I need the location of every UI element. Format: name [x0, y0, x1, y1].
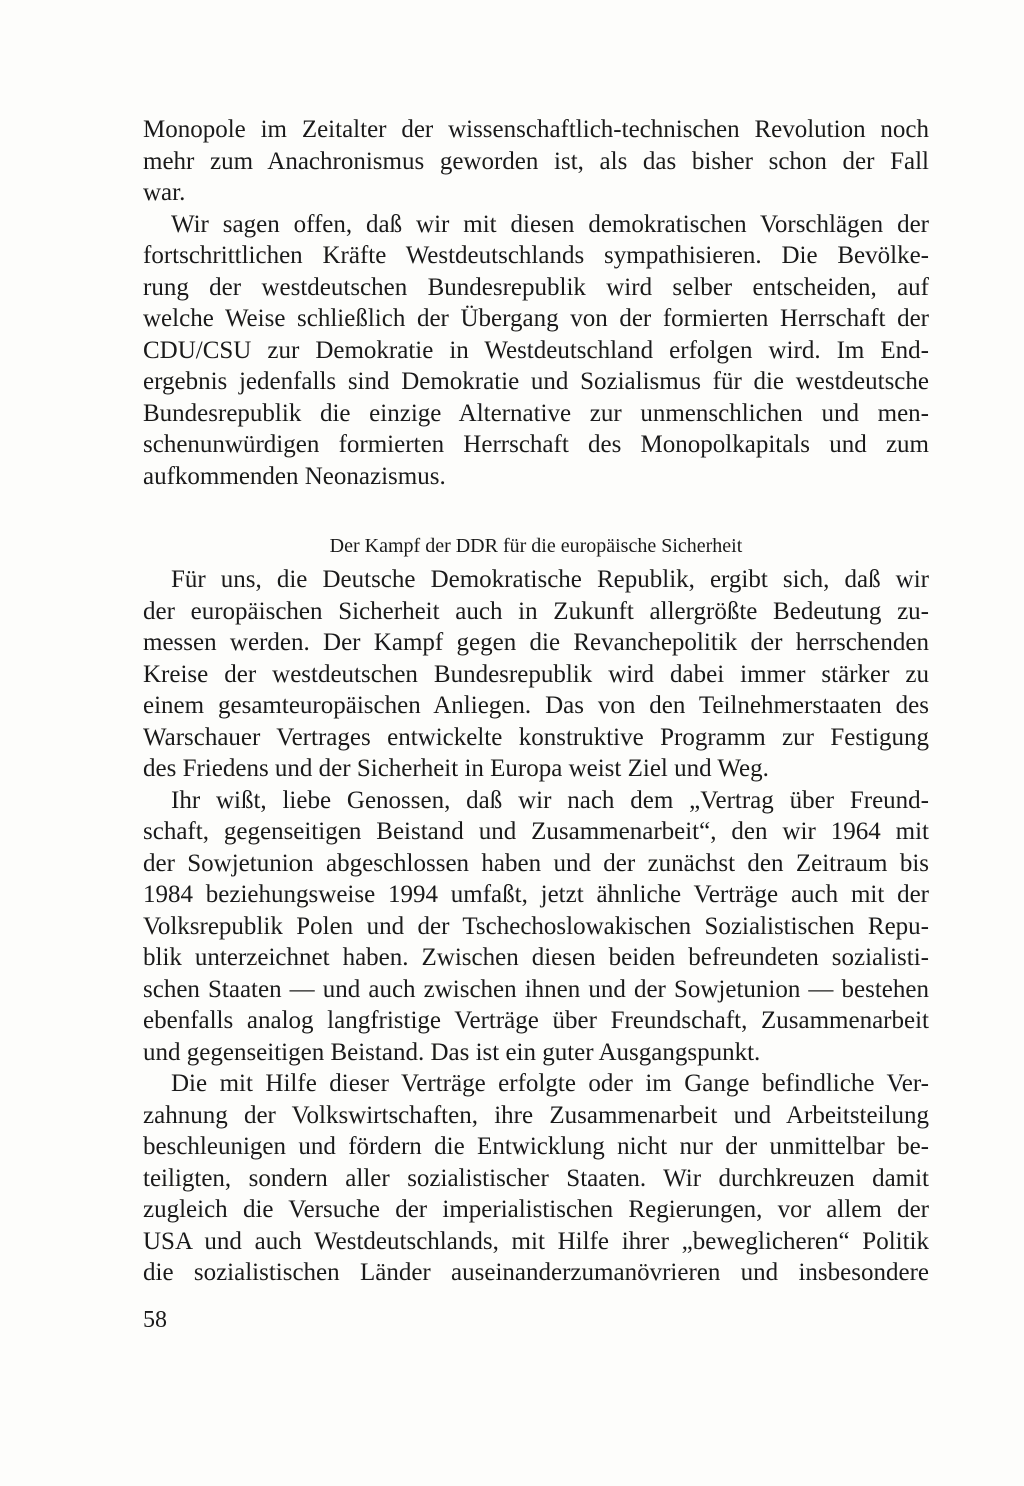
text-line: des Friedens und der Sicherheit in Europa weist Ziel und Weg.	[143, 755, 769, 782]
text-line: der europäischen Sicherheit auch in Zukunft allergrößte Bedeutung zu-	[143, 597, 929, 625]
text-line: war.	[143, 179, 186, 206]
text-line: blik unterzeichnet haben. Zwischen diesen beiden befreundeten sozialisti-	[143, 944, 929, 971]
text-line: Ihr wißt, liebe Genossen, daß wir nach dem „Vertrag über Freund-	[171, 786, 929, 814]
text-line: schaft, gegenseitigen Beistand und Zusammenarbeit“, den wir 1964 mit	[143, 818, 929, 845]
text-line: die sozialistischen Länder auseinanderzumanövrieren und insbesondere	[143, 1259, 929, 1286]
page-number: 58	[143, 1307, 167, 1333]
text-line: Volksrepublik Polen und der Tschechoslowakischen Sozialistischen Repu-	[143, 912, 929, 940]
text-line: Warschauer Vertrages entwickelte konstruktive Programm zur Festigung	[143, 723, 929, 751]
text-line: Die mit Hilfe dieser Verträge erfolgte oder im Gange befindliche Ver-	[171, 1070, 929, 1097]
text-line: schenunwürdigen formierten Herrschaft des Monopolkapitals und zum	[143, 431, 929, 458]
text-line: ergebnis jedenfalls sind Demokratie und Sozialismus für die westdeutsche	[143, 368, 929, 395]
text-line: CDU/CSU zur Demokratie in Westdeutschland erfolgen wird. Im End-	[143, 336, 929, 364]
text-line: fortschrittlichen Kräfte Westdeutschlands sympathisieren. Die Bevölke-	[143, 242, 929, 269]
text-line: aufkommenden Neonazismus.	[143, 462, 446, 490]
text-line: teiligten, sondern aller sozialistischer Staaten. Wir durchkreuzen damit	[143, 1164, 929, 1192]
text-line: USA und auch Westdeutschlands, mit Hilfe ihrer „beweglicheren“ Politik	[143, 1227, 929, 1255]
text-line: Kreise der westdeutschen Bundesrepublik wird dabei immer stärker zu	[143, 660, 929, 688]
text-line: einem gesamteuropäischen Anliegen. Das von den Teilnehmerstaaten des	[143, 692, 929, 719]
text-line: Für uns, die Deutsche Demokratische Republik, ergibt sich, daß wir	[171, 566, 929, 593]
text-line: mehr zum Anachronismus geworden ist, als das bisher schon der Fall	[143, 147, 929, 175]
text-line: schen Staaten — und auch zwischen ihnen und der Sowjetunion — bestehen	[143, 975, 929, 1003]
text-line: beschleunigen und fördern die Entwicklung nicht nur der unmittelbar be-	[143, 1133, 929, 1160]
text-line: welche Weise schließlich der Übergang von der formierten Herrschaft der	[143, 305, 929, 332]
text-block-top	[143, 114, 929, 492]
text-line: ebenfalls analog langfristige Verträge über Freundschaft, Zusammenarbeit	[143, 1007, 929, 1034]
text-line: rung der westdeutschen Bundesrepublik wird selber entscheiden, auf	[143, 273, 929, 301]
text-line: messen werden. Der Kampf gegen die Revanchepolitik der herrschenden	[143, 629, 929, 656]
text-line: der Sowjetunion abgeschlossen haben und der zunächst den Zeitraum bis	[143, 849, 929, 877]
text-line: Wir sagen offen, daß wir mit diesen demokratischen Vorschlägen der	[171, 210, 929, 238]
text-line: 1984 beziehungsweise 1994 umfaßt, jetzt ähnliche Verträge auch mit der	[143, 881, 929, 908]
text-line: zahnung der Volkswirtschaften, ihre Zusammenarbeit und Arbeitsteilung	[143, 1101, 929, 1129]
text-line: Monopole im Zeitalter der wissenschaftlich-technischen Revolution noch	[143, 116, 929, 143]
text-line: zugleich die Versuche der imperialistischen Regierungen, vor allem der	[143, 1196, 929, 1223]
section-heading: Der Kampf der DDR für die europäische Sicherheit	[329, 535, 743, 557]
text-block-bottom	[143, 564, 929, 1289]
text-line: und gegenseitigen Beistand. Das ist ein guter Ausgangspunkt.	[143, 1038, 761, 1066]
text-line: Bundesrepublik die einzige Alternative zur unmenschlichen und men-	[143, 399, 929, 427]
